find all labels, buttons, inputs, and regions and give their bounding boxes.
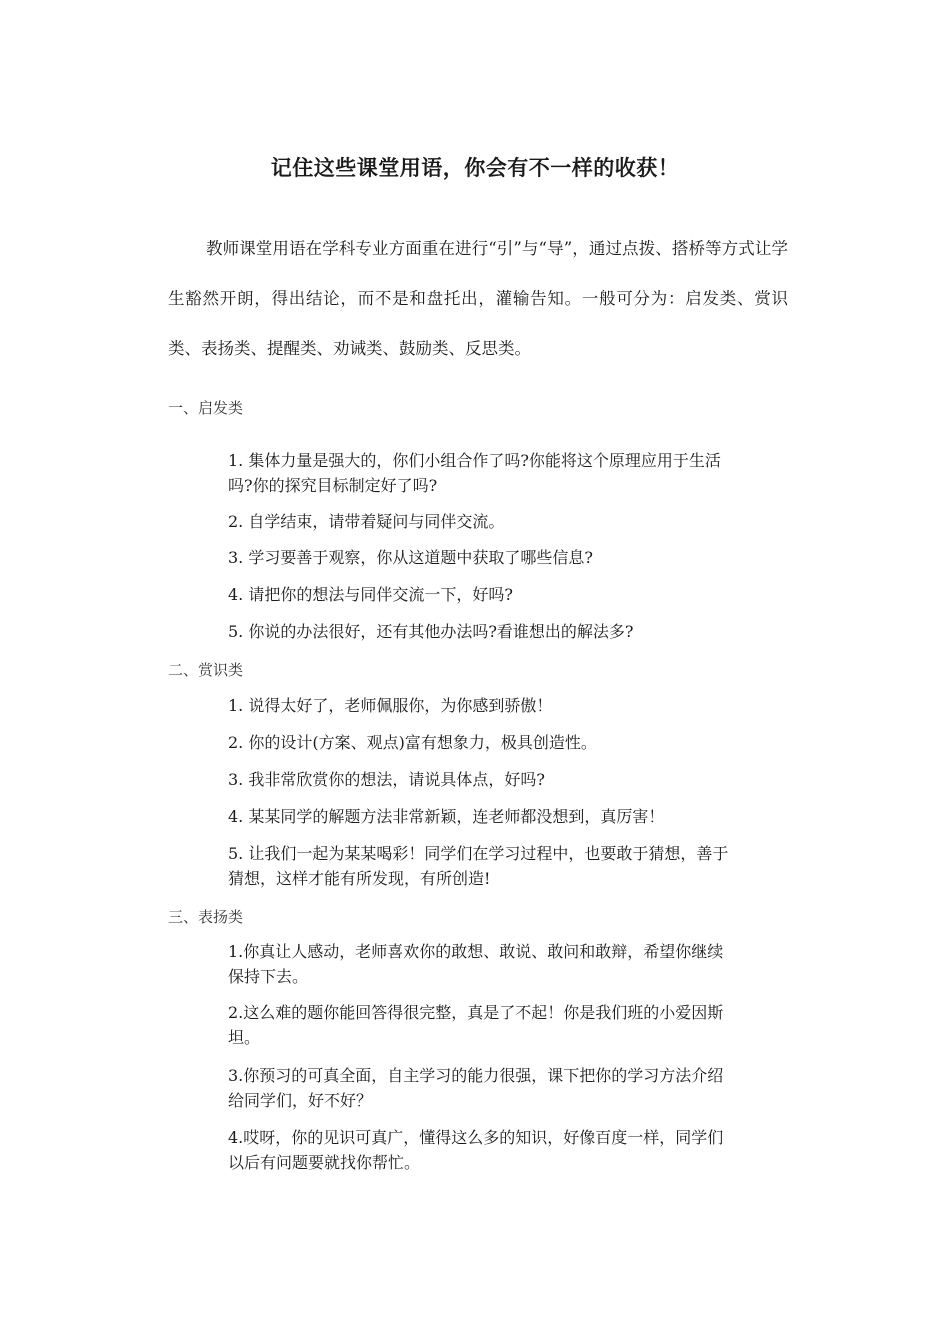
list-item: 4.哎呀，你的见识可真广，懂得这么多的知识，好像百度一样，同学们以后有问题要就找你帮忙。 — [228, 1128, 724, 1172]
list-item: 4. 某某同学的解题方法非常新颖，连老师都没想到，真厉害！ — [228, 807, 665, 826]
list-item: 1.你真让人感动，老师喜欢你的敢想、敢说、敢问和敢辩，希望你继续保持下去。 — [228, 942, 724, 986]
list-item: 3. 学习要善于观察，你从这道题中获取了哪些信息? — [228, 548, 593, 567]
list-item: 1. 集体力量是强大的，你们小组合作了吗?你能将这个原理应用于生活吗?你的探究目标制定好了吗? — [228, 451, 721, 495]
list-item: 4. 请把你的想法与同伴交流一下，好吗? — [228, 585, 513, 604]
intro-paragraph: 教师课堂用语在学科专业方面重在进行“引”与“导”，通过点拨、搭桥等方式让学生豁然开朗，得出结论，而不是和盘托出，灌输告知。一般可分为：启发类、赏识类、表扬类、提醒类、劝诫类、鼓励类、反思类。 — [168, 239, 788, 358]
list-item: 2. 你的设计(方案、观点)富有想象力，极具创造性。 — [228, 733, 597, 752]
list-item: 3. 我非常欣赏你的想法，请说具体点，好吗? — [228, 770, 545, 789]
section-heading-appreciation: 二、赏识类 — [168, 661, 244, 679]
section-heading-praise: 三、表扬类 — [168, 908, 244, 926]
section-heading-inspiration: 一、启发类 — [168, 399, 244, 417]
list-item: 3.你预习的可真全面，自主学习的能力很强，课下把你的学习方法介绍给同学们，好不好？ — [228, 1066, 724, 1110]
list-item: 1. 说得太好了，老师佩服你，为你感到骄傲！ — [228, 696, 553, 715]
list-item: 2. 自学结束，请带着疑问与同伴交流。 — [228, 512, 505, 531]
document-title: 记住这些课堂用语，你会有不一样的收获！ — [270, 155, 680, 180]
list-item: 5. 你说的办法很好，还有其他办法吗?看谁想出的解法多? — [228, 622, 634, 641]
list-item: 2.这么难的题你能回答得很完整，真是了不起！你是我们班的小爱因斯坦。 — [228, 1003, 724, 1047]
list-item: 5. 让我们一起为某某喝彩！同学们在学习过程中，也要敢于猜想，善于猜想，这样才能有所发现，有所创造! — [228, 844, 729, 888]
